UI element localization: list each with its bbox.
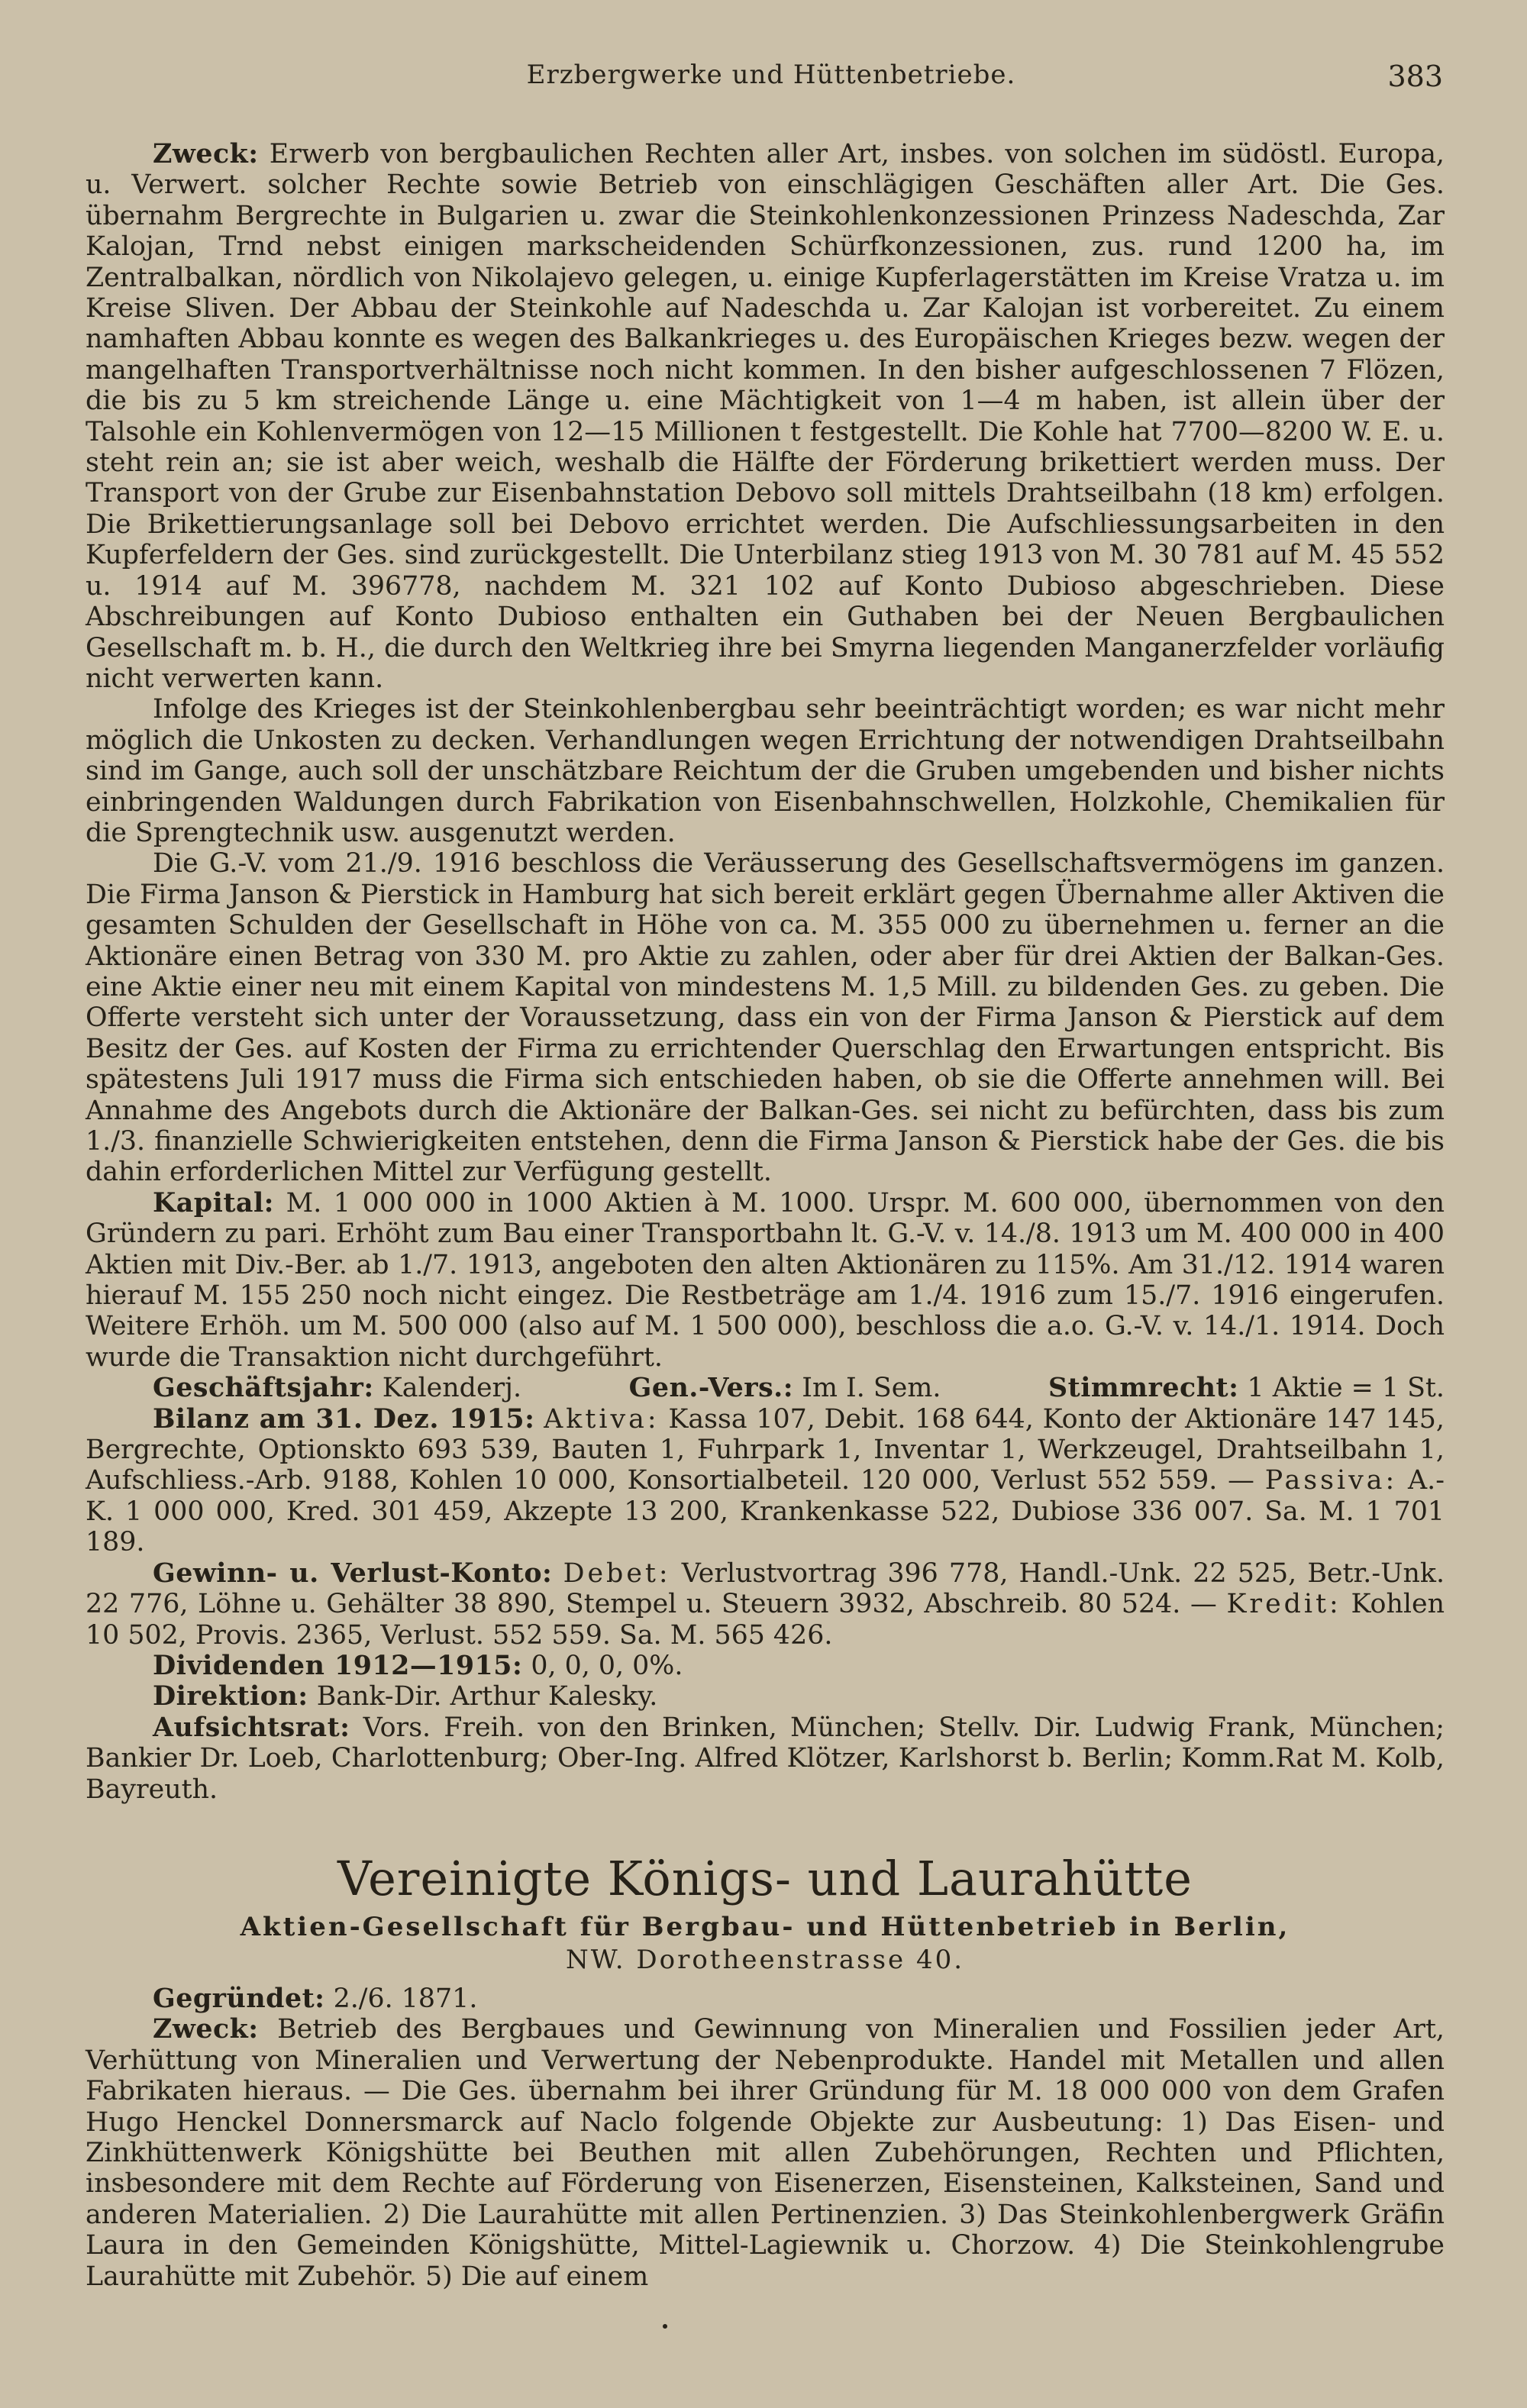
gegruendet-value: 2./6. 1871. xyxy=(333,1983,478,2014)
company-name: Vereinigte Königs- und Laurahütte xyxy=(337,1850,1193,1906)
geschaeftsjahr xyxy=(153,1373,521,1403)
page-number: 383 xyxy=(1387,60,1443,93)
stimmrecht-value: 1 Aktie = 1 St. xyxy=(1247,1373,1445,1404)
debet-text: Verlustvortrag 396 778, Handl.-Unk. 22 525, Betr.-Unk. 22 776, Löhne u. Gehälter 38 890, Stempel u. Steuern 3932, Abschreib. 80 524. — xyxy=(86,1557,1445,1620)
gen-vers-value: Im I. Sem. xyxy=(802,1373,941,1404)
guv-paragraph xyxy=(86,1558,1445,1651)
stimmrecht xyxy=(1048,1373,1445,1403)
dividenden-label: Dividenden 1912—1915: xyxy=(153,1649,523,1681)
company-subtitle: Aktien-Gesellschaft für Bergbau- und Hüttenbetrieb in Berlin, xyxy=(240,1911,1290,1942)
kredit-text: Kohlen 10 502, Provis. 2365, Verlust. 552 559. Sa. M. 565 426. xyxy=(86,1589,1445,1651)
print-speck xyxy=(663,2324,667,2329)
running-title: Erzbergwerke und Hüttenbetriebe. xyxy=(526,60,1016,90)
gv-paragraph: Die G.-V. vom 21./9. 1916 beschloss die Veräusserung des Gesellschaftsvermögens im ganzen. Die Firma Janson & Pierstick in Hamburg hat sich bereit erklärt gegen Übernahme aller Aktiven die gesamten Schulden der Gesellschaft in Höhe von ca. M. 355 000 zu übernehmen u. ferner an die Aktionäre einen Betrag von 330 M. pro Aktie zu zahlen, oder aber für drei Aktien der Balkan-Ges. eine Aktie einer neu mit einem Kapital von mindestens M. 1,5 Mill. zu bildenden Ges. zu geben. Die Offerte versteht sich unter der Voraussetzung, dass ein von der Firma Janson & Pierstick auf dem Besitz der Ges. auf Kosten der Firma zu errichtender Querschlag den Erwartungen entspricht. Bis spätestens Juli 1917 muss die Firma sich entschieden haben, ob sie die Offerte annehmen will. Bei Annahme des Angebots durch die Aktionäre der Balkan-Ges. sei nicht zu befürchten, dass bis zum 1./3. finanzielle Schwierigkeiten entstehen, denn die Firma Janson & Pierstick habe der Ges. die bis dahin erforderlichen Mittel zur Verfügung gestellt. xyxy=(86,848,1445,1188)
dividenden-value: 0, 0, 0, 0%. xyxy=(531,1650,683,1681)
stimmrecht-label: Stimmrecht: xyxy=(1048,1372,1239,1404)
guv-label: Gewinn- u. Verlust-Konto: xyxy=(153,1557,553,1589)
bilanz-label: Bilanz am 31. Dez. 1915: xyxy=(153,1403,535,1435)
direktion-line xyxy=(86,1681,1445,1712)
krieg-paragraph: Infolge des Krieges ist der Steinkohlenbergbau sehr beeinträchtigt worden; es war nicht mehr möglich die Unkosten zu decken. Verhandlungen wegen Errichtung der notwendigen Drahtseilbahn sind im Gange, auch soll der unschätzbare Reichtum der die Gruben umgebenden und bisher nichts einbringenden Waldungen durch Fabrikation von Eisenbahnschwellen, Holzkohle, Chemikalien für die Sprengtechnik usw. ausgenutzt werden. xyxy=(86,694,1445,848)
kredit-label: Kredit: xyxy=(1226,1589,1341,1620)
passiva-text: A.-K. 1 000 000, Kred. 301 459, Akzepte 13 200, Krankenkasse 522, Dubiose 336 007. Sa. M. 1 701 189. xyxy=(86,1465,1445,1558)
direktion-label: Direktion: xyxy=(153,1680,308,1712)
aktiva-text: Kassa 107, Debit. 168 644, Konto der Aktionäre 147 145, Bergrechte, Optionskto 693 539, Bauten 1, Fuhrpark 1, Inventar 1, Werkzeugel, Drahtseilbahn 1, Aufschliess.-Arb. 9188, Kohlen 10 000, Konsortialbeteil. 120 000, Verlust 552 559. — xyxy=(86,1403,1445,1496)
gegruendet-label: Gegründet: xyxy=(153,1982,325,2014)
gen-vers xyxy=(629,1373,941,1403)
page-header xyxy=(99,60,1443,105)
zweck-paragraph xyxy=(86,139,1445,694)
page-body xyxy=(86,139,1445,2292)
zweck-label: Zweck: xyxy=(153,138,259,169)
geschaeftsjahr-label: Geschäftsjahr: xyxy=(153,1372,374,1404)
kapital-text: M. 1 000 000 in 1000 Aktien à M. 1000. Urspr. M. 600 000, übernommen von den Gründern zu pari. Erhöht zum Bau einer Transportbahn lt. G.-V. v. 14./8. 1913 um M. 400 000 in 400 Aktien mit Div.-Ber. ab 1./7. 1913, angeboten den alten Aktionären zu 115%. Am 31./12. 1914 waren hierauf M. 155 250 noch nicht eingez. Die Restbeträge am 1./4. 1916 zum 15./7. 1916 eingerufen. Weitere Erhöh. um M. 500 000 (also auf M. 1 500 000), beschloss die a.o. G.-V. v. 14./1. 1914. Doch wurde die Transaktion nicht durchgeführt. xyxy=(86,1187,1445,1373)
company-heading xyxy=(86,1851,1445,1976)
zweck2-paragraph xyxy=(86,2014,1445,2292)
section-2 xyxy=(86,1984,1445,2292)
zweck-text: Erwerb von bergbaulichen Rechten aller Art, insbes. von solchen im südöstl. Europa, u. Verwert. solcher Rechte sowie Betrieb von einschlägigen Geschäften aller Art. Die Ges. übernahm Bergrechte in Bulgarien u. zwar die Steinkohlenkonzessionen Prinzess Nadeschda, Zar Kalojan, Trnd nebst einigen markscheidenden Schürfkonzessionen, zus. rund 1200 ha, im Zentralbalkan, nördlich von Nikolajevo gelegen, u. einige Kupferlagerstätten im Kreise Vratza u. im Kreise Sliven. Der Abbau der Steinkohle auf Nadeschda u. Zar Kalojan ist vorbereitet. Zu einem namhaften Abbau konnte es wegen des Balkankrieges u. des Europäischen Krieges bezw. wegen der mangelhaften Transportverhältnisse noch nicht kommen. In den bisher aufgeschlossenen 7 Flözen, die bis zu 5 km streichende Länge u. eine Mächtigkeit von 1—4 m haben, ist allein über der Talsohle ein Kohlenvermögen von 12—15 Millionen t festgestellt. Die Kohle hat 7700—8200 W. E. u. steht rein an; sie ist aber weich, weshalb die Hälfte der Förderung brikettiert werden muss. Der Transport von der Grube zur Eisenbahnstation Debovo soll mittels Drahtseilbahn (18 km) erfolgen. Die Brikettierungsanlage soll bei Debovo errichtet werden. Die Aufschliessungsarbeiten in den Kupferfeldern der Ges. sind zurückgestellt. Die Unterbilanz stieg 1913 von M. 30 781 auf M. 45 552 u. 1914 auf M. 396778, nachdem M. 321 102 auf Konto Dubioso abgeschrieben. Diese Abschreibungen auf Konto Dubioso enthalten ein Guthaben bei der Neuen Bergbaulichen Gesellschaft m. b. H., die durch den Weltkrieg ihre bei Smyrna liegenden Manganerzfelder vorläufig nicht verwerten kann. xyxy=(86,139,1445,694)
aufsichtsrat-paragraph xyxy=(86,1712,1445,1805)
gen-vers-label: Gen.-Vers.: xyxy=(628,1372,794,1404)
passiva-label: Passiva: xyxy=(1264,1465,1398,1496)
direktion-value: Bank-Dir. Arthur Kalesky. xyxy=(316,1681,658,1712)
zweck2-text: Betrieb des Bergbaues und Gewinnung von Mineralien und Fossilien jeder Art, Verhüttung von Mineralien und Verwertung der Nebenprodukte. Handel mit Metallen und allen Fabrikaten hieraus. — Die Ges. übernahm bei ihrer Gründung für M. 18 000 000 von dem Grafen Hugo Henckel Donnersmarck auf Naclo folgende Objekte zur Ausbeutung: 1) Das Eisen- und Zinkhüttenwerk Königshütte bei Beuthen mit allen Zubehörungen, Rechten und Pflichten, insbesondere mit dem Rechte auf Förderung von Eisenerzen, Eisensteinen, Kalksteinen, Sand und anderen Materialien. 2) Die Laurahütte mit allen Pertinenzien. 3) Das Steinkohlenbergwerk Gräfin Laura in den Gemeinden Königshütte, Mittel-Lagiewnik u. Chorzow. 4) Die Steinkohlengrube Laurahütte mit Zubehör. 5) Die auf einem xyxy=(86,2014,1445,2292)
gegruendet-line xyxy=(86,1984,1445,2014)
company-address: NW. Dorotheenstrasse 40. xyxy=(565,1944,965,1975)
debet-label: Debet: xyxy=(563,1557,671,1589)
geschaeftsjahr-value: Kalenderj. xyxy=(382,1373,522,1404)
dividenden-line xyxy=(86,1651,1445,1681)
kapital-paragraph xyxy=(86,1188,1445,1373)
aufsichtsrat-label: Aufsichtsrat: xyxy=(153,1711,350,1743)
zweck2-label: Zweck: xyxy=(153,2013,259,2045)
bilanz-paragraph xyxy=(86,1404,1445,1558)
aufsichtsrat-text: Vors. Freih. von den Brinken, München; Stellv. Dir. Ludwig Frank, München; Bankier Dr. Loeb, Charlottenburg; Ober-Ing. Alfred Klötzer, Karlshorst b. Berlin; Komm.Rat M. Kolb, Bayreuth. xyxy=(86,1712,1445,1805)
meta-row xyxy=(86,1373,1445,1403)
aktiva-label: Aktiva: xyxy=(544,1403,660,1435)
kapital-label: Kapital: xyxy=(153,1186,275,1219)
